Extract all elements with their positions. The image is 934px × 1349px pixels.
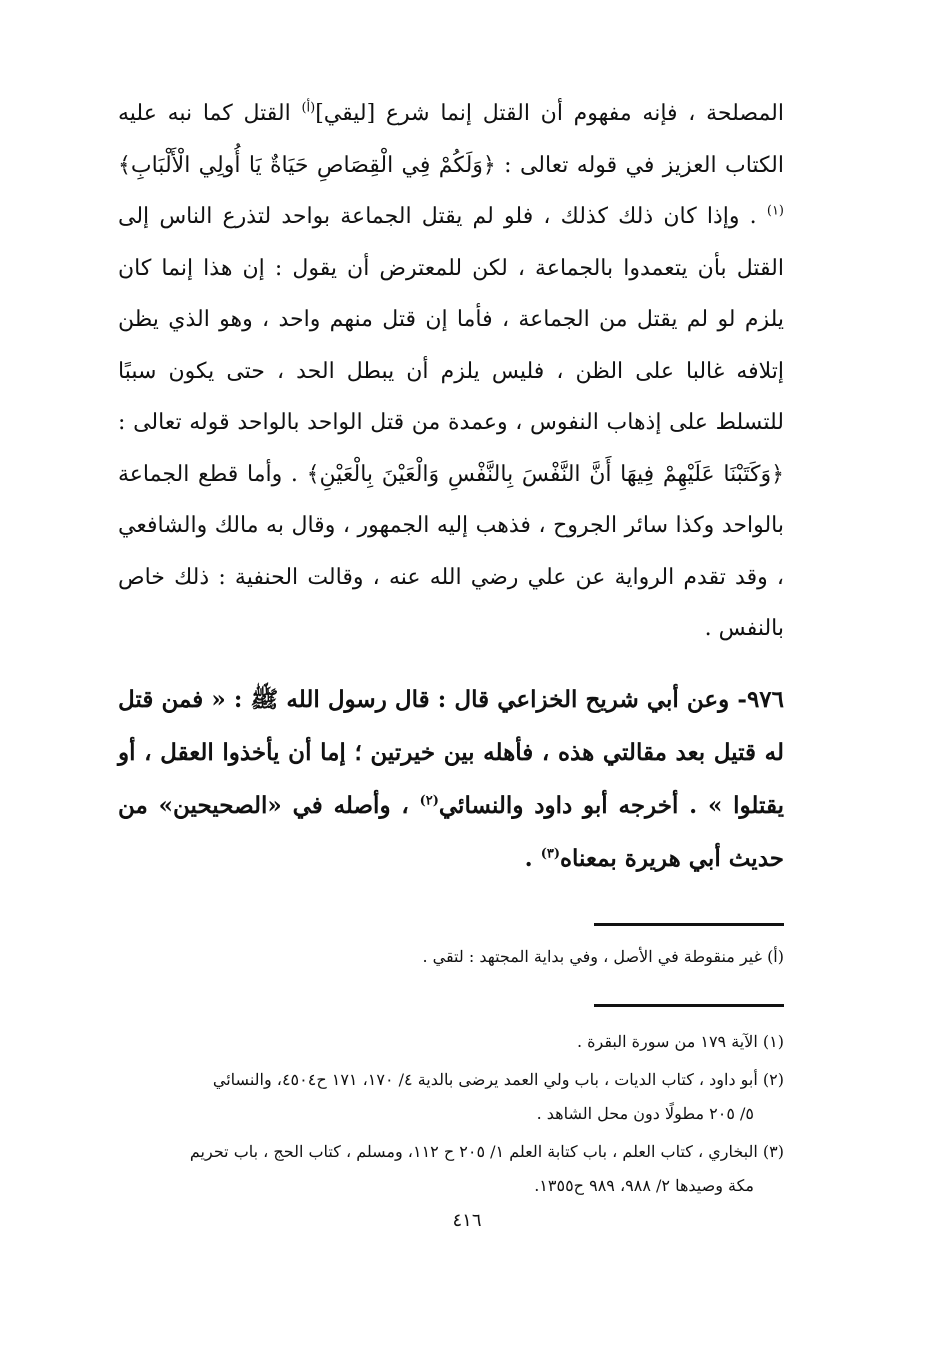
footnote-marker-2: (٢) xyxy=(419,792,439,808)
commentary-text xyxy=(118,88,784,655)
page-number: ٤١٦ xyxy=(452,1210,482,1231)
variant-footnote: (أ) غير منقوطة في الأصل ، وفي بداية المجتهد : لتقي . xyxy=(422,946,784,966)
footnote-marker-3: (٣) xyxy=(540,845,560,861)
hadith-paragraph xyxy=(118,673,784,885)
footnote-3-line1: (٣) البخاري ، كتاب العلم ، باب كتابة العلم ١/ ٢٠٥ ح ١١٢، ومسلم ، كتاب الحج ، باب تحريم xyxy=(189,1141,784,1161)
footnote-3 xyxy=(118,1135,784,1203)
commentary-paragraph xyxy=(118,88,784,655)
hadith-text-part-c: . xyxy=(524,844,541,872)
variant-marker-a: (أ) xyxy=(301,100,316,116)
commentary-text-part-c: . وإذا كان ذلك كذلك ، فلو لم يقتل الجماعة بواحد لتذرع الناس إلى القتل بأن يتعمدوا بالجماعة ، لكن للمعترض أن يقول : إن هذا إنما كان يلزم لو لم يقتل من الجماعة ، فأما إن قتل منهم واحد ، وهو الذي يظن إتلافه غالبا على الظن ، فليس يلزم أن يبطل الحد ، حتى يكون سببًا للتسلط على إذهاب النفوس ، وعمدة من قتل الواحد بالواحد قوله تعالى : ﴿وَكَتَبْنَا عَلَيْهِمْ فِيهَا أَنَّ النَّفْسَ بِالنَّفْسِ وَالْعَيْنَ بِالْعَيْنِ﴾ . وأما قطع الجماعة بالواحد وكذا سائر الجروح ، فذهب إليه الجمهور ، وقال به مالك والشافعي ، وقد تقدم الرواية عن علي رضي الله عنه ، وقالت الحنفية : ذلك خاص بالنفس . xyxy=(118,204,784,641)
footnote-list xyxy=(118,1025,784,1203)
footnote-divider-references xyxy=(594,1004,784,1007)
commentary-text-part-a: المصلحة ، فإنه مفهوم أن القتل إنما شرع [ليقي] xyxy=(315,101,784,126)
hadith-text-part-a: ٩٧٦- وعن أبي شريح الخزاعي قال : قال رسول الله ﷺ : « فمن قتل له قتيل بعد مقالتي هذه ، فأهله بين خيرتين ؛ إما أن يأخذوا العقل ، أو يقتلوا » . أخرجه أبو داود والنسائي xyxy=(118,685,784,819)
footnote-1-line1: (١) الآية ١٧٩ من سورة البقرة . xyxy=(576,1031,784,1051)
footnote-2-line2: ٥/ ٢٠٥ مطولًا دون محل الشاهد . xyxy=(536,1103,754,1123)
commentary-text-part-b: القتل كما نبه عليه الكتاب العزيز في قوله تعالى : ﴿وَلَكُمْ فِي الْقِصَاصِ حَيَاةٌ يَا أُولِي الْأَلْبَابِ﴾ xyxy=(118,101,784,178)
footnote-marker-1: (١) xyxy=(766,203,784,219)
footnote-2 xyxy=(118,1063,784,1131)
footnote-3-line2: مكة وصيدها ٢/ ٩٨٨، ٩٨٩ ح١٣٥٥. xyxy=(534,1175,754,1195)
hadith-text-part-b: ، وأصله في «الصحيحين» من حديث أبي هريرة بمعناه xyxy=(118,791,784,872)
footnote-2-line1: (٢) أبو داود ، كتاب الديات ، باب ولي العمد يرضى بالدية ٤/ ١٧٠، ١٧١ ح٤٥٠٤، والنسائي xyxy=(212,1069,784,1089)
footnote-1 xyxy=(118,1025,784,1059)
footnote-divider-variant xyxy=(594,923,784,926)
hadith-text xyxy=(118,673,784,885)
page-content xyxy=(118,88,784,1207)
